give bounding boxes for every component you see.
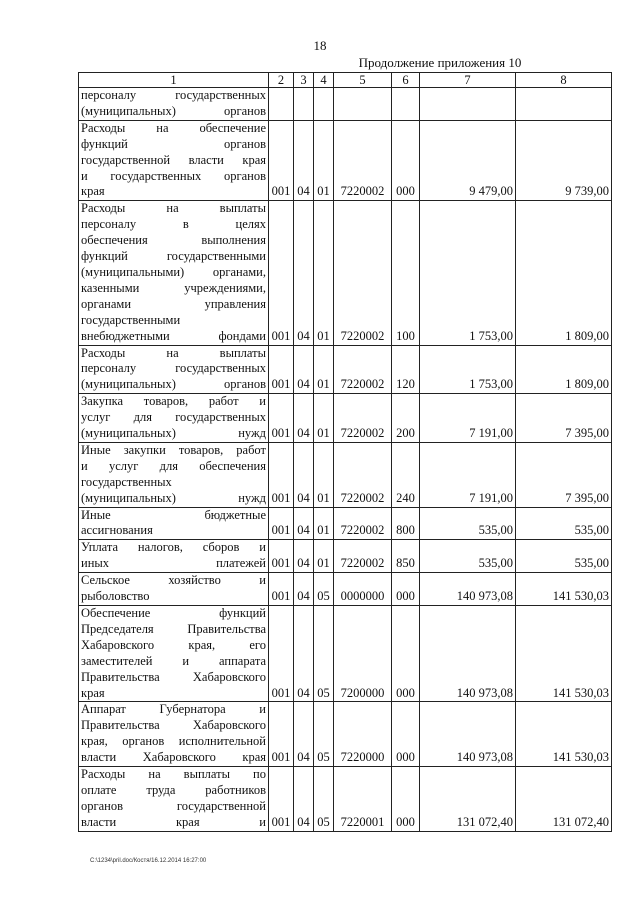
expense-name-line: иных платежей [81,556,266,571]
subsection-code-cell: 05 [314,573,334,606]
expense-name-line: Иные закупки товаров, работ [81,442,266,457]
expense-name-cell [79,345,269,394]
table-row [79,394,612,443]
target-article-cell: 7220002 [334,201,392,345]
expense-name-line: ассигнования [81,523,153,538]
expense-name-line: края [81,184,105,199]
column-header: 7 [420,73,516,88]
page-number: 18 [313,38,327,53]
expense-name-line: (муниципальных) нужд [81,426,266,441]
target-article-cell: 7220002 [334,540,392,573]
amount-year2-cell: 141 530,03 [516,606,612,702]
ministry-code-cell [269,88,294,121]
expense-name-cell [79,702,269,767]
target-article-cell: 7200000 [334,606,392,702]
section-code-cell [294,88,314,121]
expense-name-line: Аппарат Губернатора и [81,702,266,717]
expense-name-cell [79,88,269,121]
ministry-code-cell: 001 [269,573,294,606]
target-article-cell: 7220002 [334,507,392,540]
expense-name-line: функций органов [81,136,266,151]
target-article-cell: 7220001 [334,767,392,832]
ministry-code-cell: 001 [269,394,294,443]
amount-year1-cell: 140 973,08 [420,702,516,767]
table-row [79,573,612,606]
amount-year1-cell [420,88,516,121]
section-code-cell: 04 [294,345,314,394]
amount-year1-cell: 535,00 [420,540,516,573]
expense-name-line: (муниципальных) нужд [81,490,266,505]
section-code-cell: 04 [294,442,314,507]
column-header: 5 [334,73,392,88]
section-code-cell: 04 [294,606,314,702]
subsection-code-cell [314,88,334,121]
expense-name-cell [79,507,269,540]
amount-year2-cell [516,88,612,121]
expense-name-line: Расходы на выплаты [81,345,266,360]
target-article-cell: 7220000 [334,702,392,767]
expense-name-line: государственных [81,474,172,489]
column-header: 1 [79,73,269,88]
ministry-code-cell: 001 [269,606,294,702]
amount-year2-cell: 7 395,00 [516,394,612,443]
expense-name-line: и государственных органов [81,168,266,183]
amount-year2-cell: 1 809,00 [516,201,612,345]
amount-year1-cell: 1 753,00 [420,345,516,394]
column-header: 6 [392,73,420,88]
subsection-code-cell: 01 [314,507,334,540]
expense-type-cell: 000 [392,767,420,832]
amount-year2-cell: 141 530,03 [516,573,612,606]
section-code-cell: 04 [294,702,314,767]
subsection-code-cell: 01 [314,120,334,201]
expense-name-line: власти Хабаровского края [81,750,266,765]
expense-type-cell: 240 [392,442,420,507]
expense-name-line: Сельское хозяйство и [81,573,266,588]
expense-name-line: Правительства Хабаровского [81,718,266,733]
target-article-cell [334,88,392,121]
table-row [79,702,612,767]
subsection-code-cell: 05 [314,767,334,832]
ministry-code-cell: 001 [269,201,294,345]
table-row [79,540,612,573]
table-row [79,507,612,540]
expense-type-cell: 100 [392,201,420,345]
expense-name-line: Хабаровского края, его [81,637,266,652]
expense-name-line: Расходы на выплаты по [81,767,266,782]
target-article-cell: 7220002 [334,394,392,443]
ministry-code-cell: 001 [269,507,294,540]
expense-name-cell [79,606,269,702]
expense-name-line: казенными учреждениями, [81,280,266,295]
expense-name-cell [79,540,269,573]
expense-name-line: Правительства Хабаровского [81,669,266,684]
ministry-code-cell: 001 [269,442,294,507]
expense-name-line: оплате труда работников [81,782,266,797]
subsection-code-cell: 05 [314,702,334,767]
table-row [79,201,612,345]
expense-name-cell [79,394,269,443]
expense-name-line: Уплата налогов, сборов и [81,540,266,555]
expense-name-line: обеспечения выполнения [81,233,266,248]
amount-year2-cell: 535,00 [516,507,612,540]
table-row [79,606,612,702]
expense-name-cell [79,201,269,345]
expense-type-cell: 120 [392,345,420,394]
expense-name-line: власти края и [81,814,266,829]
table-row [79,88,612,121]
table-body [79,88,612,832]
amount-year2-cell: 141 530,03 [516,702,612,767]
expense-name-line: персоналу государственных [81,88,266,102]
subsection-code-cell: 01 [314,345,334,394]
table-row [79,345,612,394]
expense-name-line: Председателя Правительства [81,621,266,636]
expense-name-line: Расходы на обеспечение [81,120,266,135]
expense-name-line: государственной власти края [81,152,266,167]
expense-name-cell [79,767,269,832]
ministry-code-cell: 001 [269,540,294,573]
expense-name-line: рыболовство [81,589,150,604]
expense-name-line: услуг для государственных [81,410,266,425]
subsection-code-cell: 01 [314,442,334,507]
amount-year2-cell: 7 395,00 [516,442,612,507]
section-code-cell: 04 [294,540,314,573]
expense-name-line: внебюджетными фондами [81,328,266,343]
column-header: 8 [516,73,612,88]
expense-name-line: края [81,685,105,700]
expense-name-line: органов государственной [81,798,266,813]
expense-name-line: Иные бюджетные [81,507,266,522]
section-code-cell: 04 [294,767,314,832]
expense-type-cell: 850 [392,540,420,573]
expense-name-cell [79,573,269,606]
amount-year1-cell: 7 191,00 [420,394,516,443]
expense-name-cell [79,120,269,201]
expense-name-line: Расходы на выплаты [81,201,266,216]
appendix-continuation-title: Продолжение приложения 10 [358,55,522,70]
subsection-code-cell: 05 [314,606,334,702]
column-header: 3 [294,73,314,88]
target-article-cell: 7220002 [334,120,392,201]
table-row [79,442,612,507]
expense-name-line: (муниципальными) органами, [81,264,266,279]
amount-year1-cell: 140 973,08 [420,573,516,606]
header-row [79,73,612,88]
section-code-cell: 04 [294,120,314,201]
section-code-cell: 04 [294,507,314,540]
amount-year2-cell: 9 739,00 [516,120,612,201]
budget-table [78,72,612,832]
expense-name-line: заместителей и аппарата [81,653,266,668]
expense-type-cell [392,88,420,121]
expense-name-line: персоналу государственных [81,361,266,376]
expense-name-cell [79,442,269,507]
ministry-code-cell: 001 [269,345,294,394]
subsection-code-cell: 01 [314,394,334,443]
target-article-cell: 7220002 [334,442,392,507]
section-code-cell: 04 [294,394,314,443]
table-row [79,767,612,832]
expense-name-line: функций государственными [81,249,266,264]
file-path-footer: C:\1234\pril.doc/Костя/16.12.2014 16:27:00 [90,858,207,864]
subsection-code-cell: 01 [314,201,334,345]
expense-type-cell: 000 [392,606,420,702]
column-header: 4 [314,73,334,88]
expense-type-cell: 800 [392,507,420,540]
expense-type-cell: 000 [392,573,420,606]
expense-name-line: (муниципальных) органов [81,103,266,118]
target-article-cell: 0000000 [334,573,392,606]
target-article-cell: 7220002 [334,345,392,394]
expense-name-line: органами управления [81,296,266,311]
ministry-code-cell: 001 [269,702,294,767]
expense-name-line: персоналу в целях [81,217,266,232]
section-code-cell: 04 [294,201,314,345]
amount-year2-cell: 535,00 [516,540,612,573]
expense-name-line: Закупка товаров, работ и [81,394,266,409]
expense-type-cell: 200 [392,394,420,443]
expense-type-cell: 000 [392,702,420,767]
amount-year1-cell: 140 973,08 [420,606,516,702]
amount-year2-cell: 131 072,40 [516,767,612,832]
ministry-code-cell: 001 [269,120,294,201]
amount-year1-cell: 9 479,00 [420,120,516,201]
amount-year1-cell: 535,00 [420,507,516,540]
expense-name-line: и услуг для обеспечения [81,458,266,473]
expense-type-cell: 000 [392,120,420,201]
expense-name-line: края, органов исполнительной [81,734,266,749]
table-row [79,120,612,201]
amount-year1-cell: 131 072,40 [420,767,516,832]
section-code-cell: 04 [294,573,314,606]
expense-name-line: (муниципальных) органов [81,377,266,392]
amount-year1-cell: 1 753,00 [420,201,516,345]
expense-name-line: государственными [81,312,181,327]
subsection-code-cell: 01 [314,540,334,573]
amount-year1-cell: 7 191,00 [420,442,516,507]
ministry-code-cell: 001 [269,767,294,832]
expense-name-line: Обеспечение функций [81,606,266,620]
column-header: 2 [269,73,294,88]
amount-year2-cell: 1 809,00 [516,345,612,394]
